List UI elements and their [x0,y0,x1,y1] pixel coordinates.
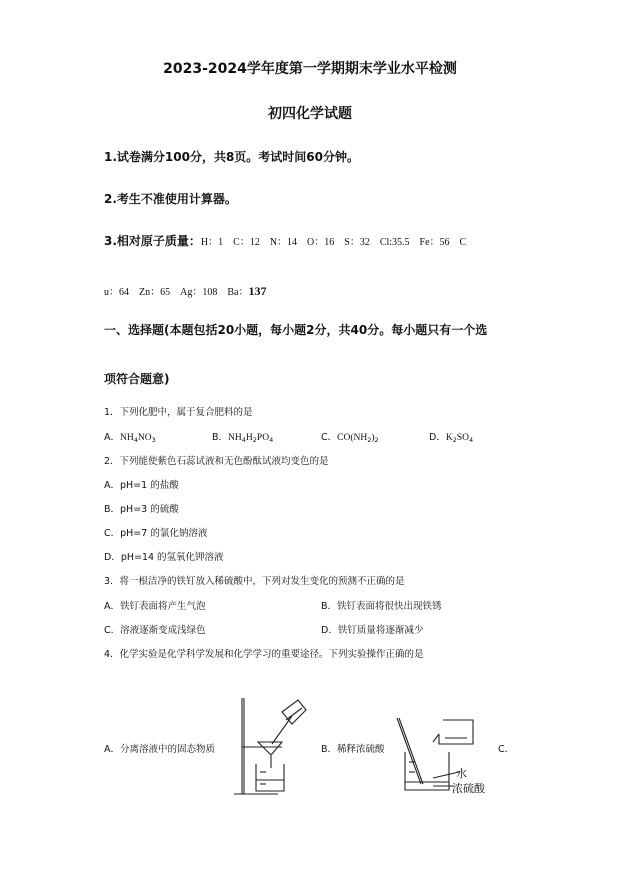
section-heading: 一、选择题(本题包括20小题，每小题2分，共40分。每小题只有一个选 [104,323,488,337]
question-1-stem: 1．下列化肥中，属于复合肥料的是 [104,407,253,418]
q2-option-d[interactable]: D．pH=14 的氢氧化钾溶液 [104,552,224,563]
atomic-mass-line-2 [104,280,266,299]
instruction-score: 1.试卷满分100分，共8页。考试时间60分钟。 [104,150,360,164]
instruction-calculator: 2.考生不准使用计算器。 [104,192,237,206]
atomic-mass-label: 3.相对原子质量： [104,234,201,248]
q1-option-c[interactable]: C．$CO(NH_2)_2$ [321,432,379,444]
atomic-mass-ba: 137 [248,284,267,298]
q2-option-c[interactable]: C．pH=7 的氯化钠溶液 [104,528,208,539]
atomic-mass-line-1 [104,230,466,249]
q4-option-a[interactable]: A．分离溶液中的固态物质 [104,744,215,755]
exam-subtitle: 初四化学试题 [268,106,352,122]
q3-option-d[interactable]: D．铁钉质量将逐渐减少 [321,625,424,636]
atomic-mass-values-cont: u：64 Zn：65 Ag：108 Ba： [104,287,249,298]
section-heading-cont: 项符合题意) [104,372,170,386]
q4-option-c[interactable]: C． [498,744,515,755]
q2-option-a[interactable]: A．pH=1 的盐酸 [104,480,179,491]
q1-option-d[interactable]: D．$K_2SO_4$ [429,432,474,444]
q4-option-b[interactable]: B．稀释浓硫酸 [321,744,385,755]
exam-title: 2023-2024学年度第一学期期末学业水平检测 [163,61,457,77]
q2-option-b[interactable]: B．pH=3 的硫酸 [104,504,179,515]
question-4-stem: 4．化学实验是化学科学发展和化学学习的重要途径。下列实验操作正确的是 [104,649,424,660]
q3-option-b[interactable]: B．铁钉表面将很快出现铁锈 [321,601,442,612]
q3-option-c[interactable]: C．溶液逐渐变成浅绿色 [104,625,206,636]
q1-option-a[interactable]: A．$NH_4NO_3$ [104,432,156,444]
atomic-mass-values: H：1 C：12 N：14 O：16 S：32 Cl:35.5 Fe：56 C [200,237,467,248]
question-2-stem: 2．下列能使紫色石蕊试液和无色酚酞试液均变色的是 [104,456,329,467]
q1-option-b[interactable]: B．$NH_4H_2PO_4$ [212,432,274,444]
figure-label-conc-acid: 浓硫酸 [452,782,485,795]
figure-label-water: 水 [456,767,467,780]
q3-option-a[interactable]: A．铁钉表面将产生气泡 [104,601,206,612]
question-3-stem: 3．将一根洁净的铁钉放入稀硫酸中，下列对发生变化的预测不正确的是 [104,576,405,587]
filtration-apparatus-figure [232,694,312,798]
